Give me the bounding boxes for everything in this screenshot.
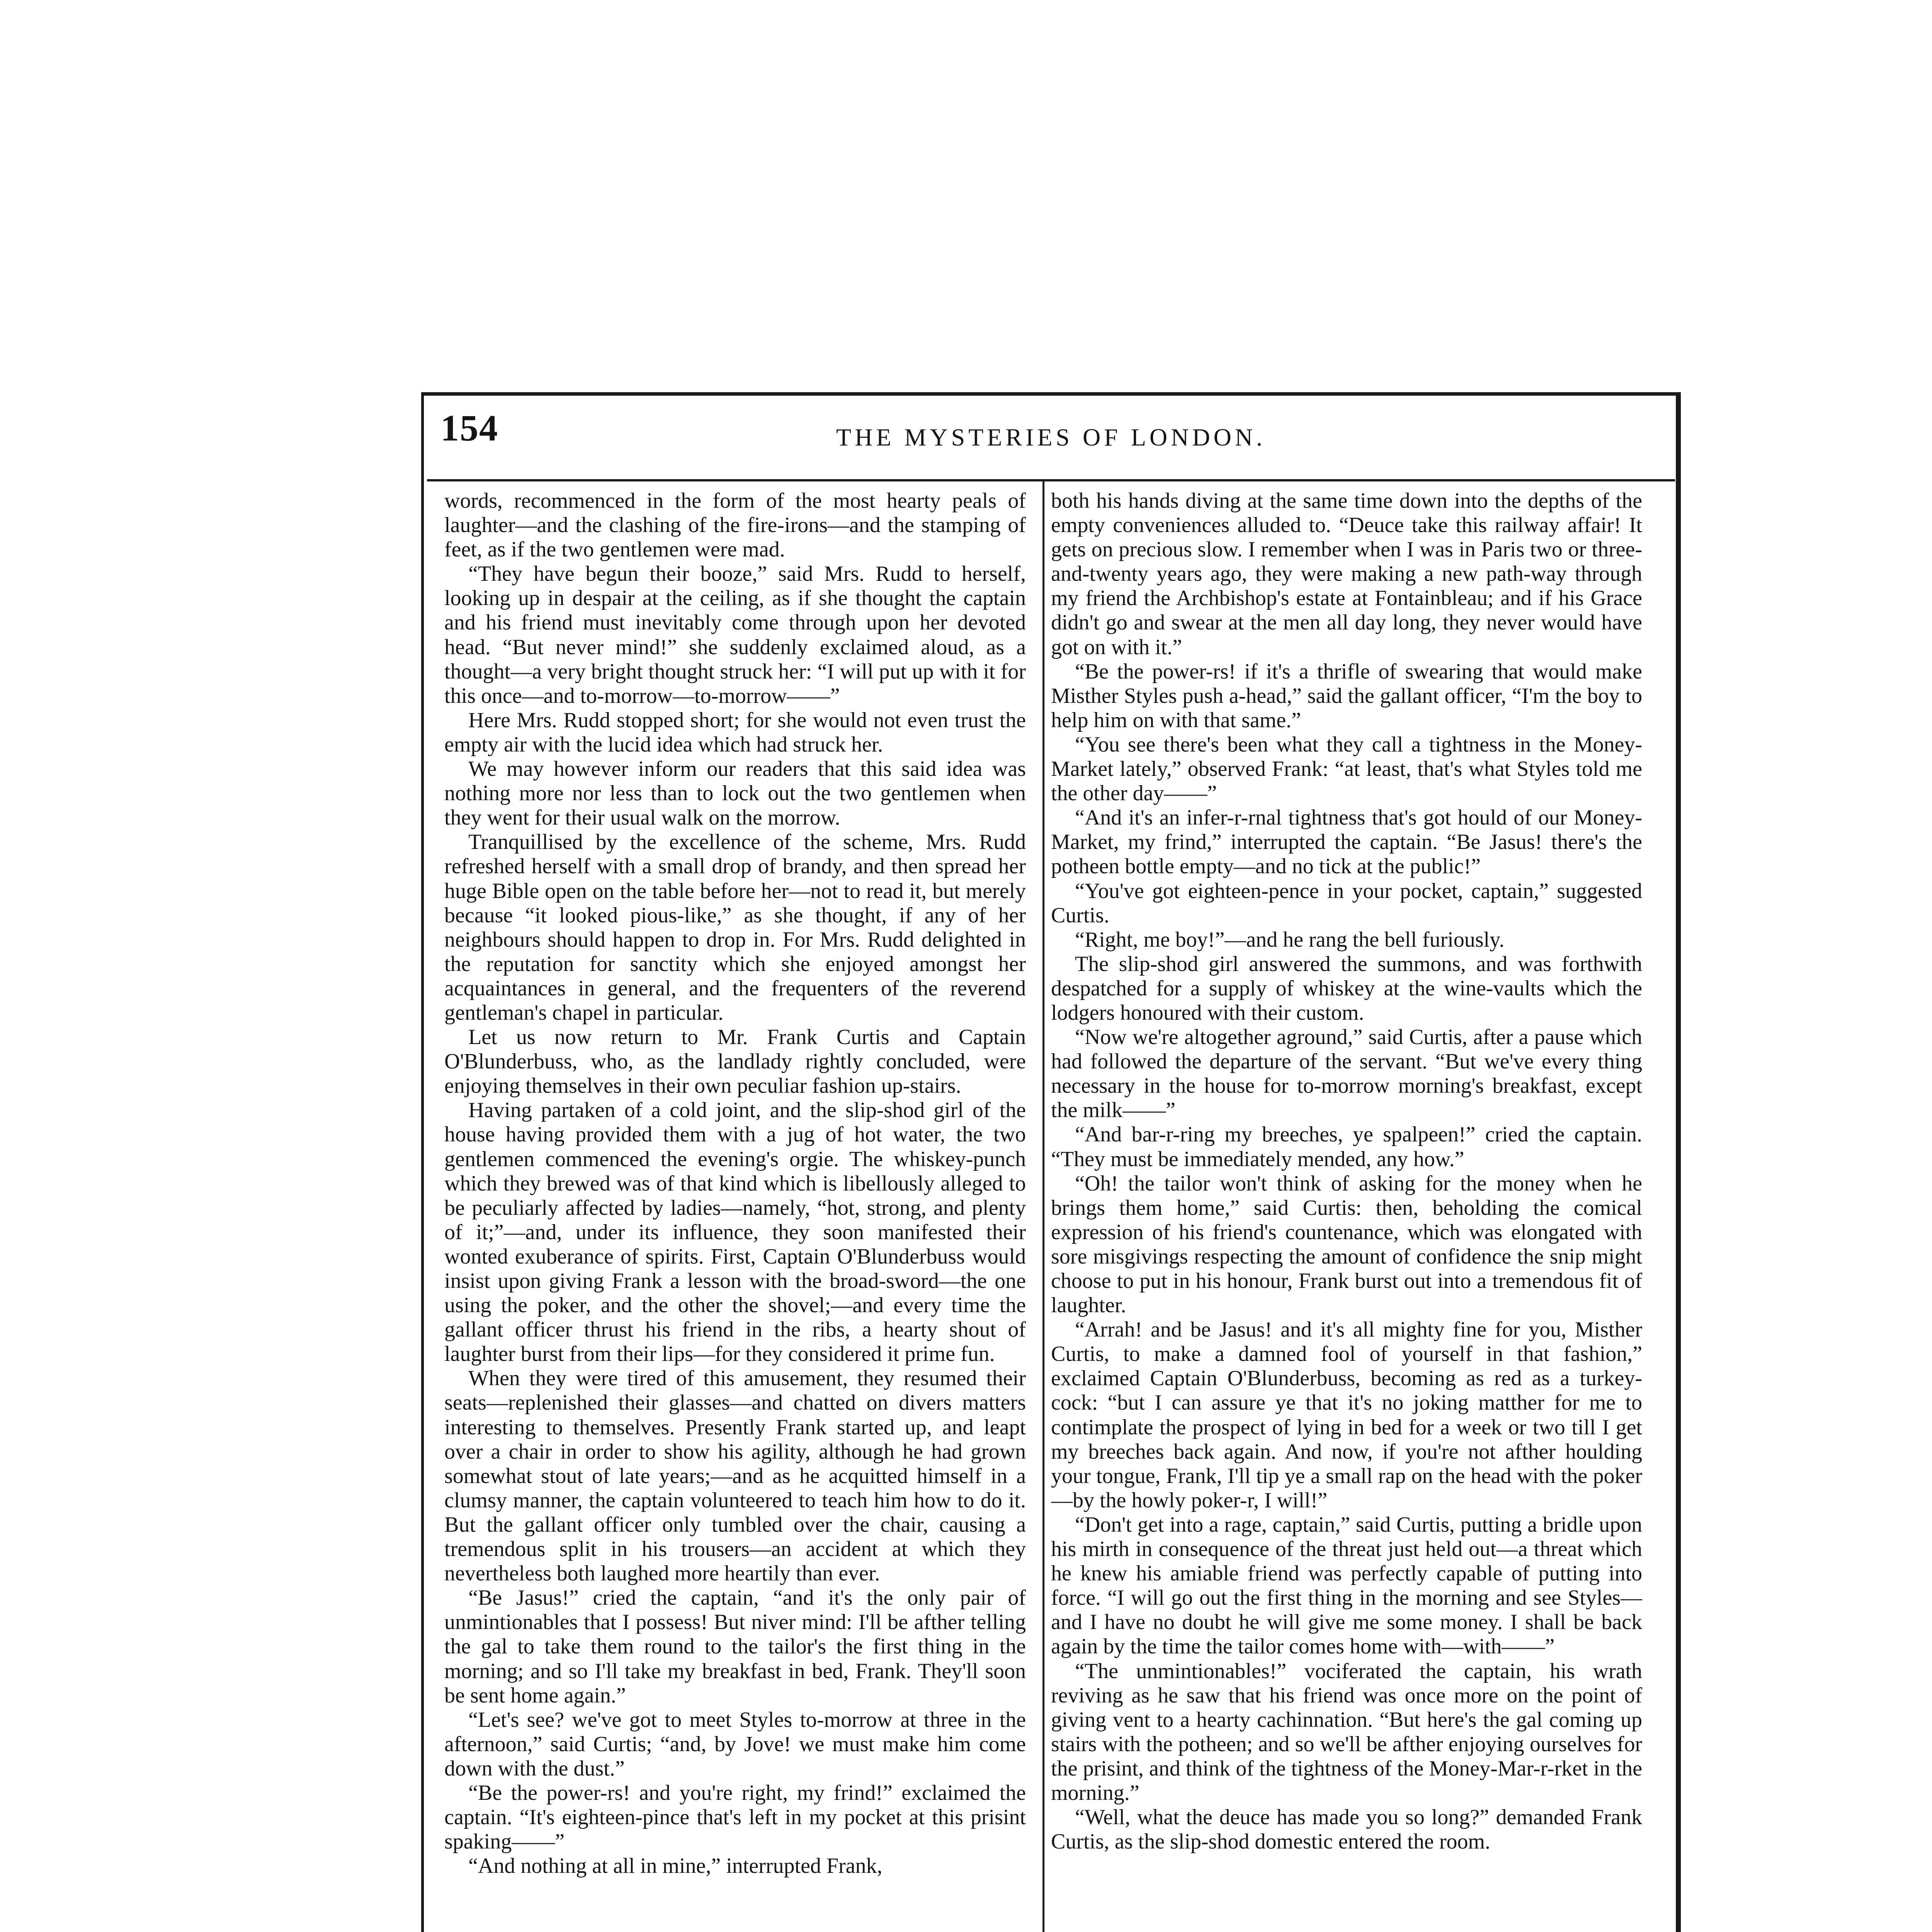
paragraph: “And nothing at all in mine,” interrupted Frank, bbox=[468, 1854, 883, 1878]
page-number: 154 bbox=[440, 407, 498, 449]
running-head: THE MYSTERIES OF LONDON. bbox=[836, 423, 1266, 451]
paragraph: “You've got eighteen-pence in your pocket, captain,” suggested Curtis. bbox=[1051, 879, 1642, 927]
paragraph: We may however inform our readers that this said idea was nothing more nor less than to lock out the two gentlemen when they went for their usual walk on the morrow. bbox=[444, 757, 1026, 830]
paragraph: “Well, what the deuce has made you so long?” demanded Frank Curtis, as the slip-shod domestic entered the room. bbox=[1051, 1805, 1642, 1854]
paragraph: “And bar-r-ring my breeches, ye spalpeen!” cried the captain. “They must be immediately mended, any how.” bbox=[1051, 1122, 1642, 1171]
paragraph: Here Mrs. Rudd stopped short; for she would not even trust the empty air with the lucid idea which had struck her. bbox=[444, 708, 1026, 757]
paragraph: Tranquillised by the excellence of the scheme, Mrs. Rudd refreshed herself with a small drop of brandy, and then spread her huge Bible open on the table before her—not to read it, but merely because “it looked pious-like,” as she thought, if any of her neighbours should happen to drop in. For Mrs. Rudd delighted in the reputation for sanctity which she enjoyed amongst her acquaintances in general, and the frequenters of the reverend gentleman's chapel in particular. bbox=[444, 830, 1026, 1025]
paragraph: “Be the power-rs! and you're right, my frind!” exclaimed the captain. “It's eighteen-pince that's left in my pocket at this prisint spaking——” bbox=[444, 1781, 1026, 1854]
paragraph: Let us now return to Mr. Frank Curtis and Captain O'Blunderbuss, who, as the landlady rightly concluded, were enjoying themselves in their own peculiar fashion up-stairs. bbox=[444, 1025, 1026, 1098]
paragraph: Having partaken of a cold joint, and the slip-shod girl of the house having provided them with a jug of hot water, the two gentlemen commenced the evening's orgie. The whiskey-punch which they brewed was of that kind which is libellously alleged to be peculiarly affected by ladies—namely, “hot, strong, and plenty of it;”—and, under its influence, they soon manifested their wonted exuberance of spirits. First, Captain O'Blunderbuss would insist upon giving Frank a lesson with the broad-sword—the one using the poker, and the other the shovel;—and every time the gallant officer thrust his friend in the ribs, a hearty shout of laughter burst from their lips—for they considered it prime fun. bbox=[444, 1098, 1026, 1366]
paragraph: When they were tired of this amusement, they resumed their seats—replenished their glasses—and chatted on divers matters interesting to themselves. Presently Frank started up, and leapt over a chair in order to show his agility, although he had grown somewhat stout of late years;—and as he acquitted himself in a clumsy manner, the captain volunteered to teach him how to do it. But the gallant officer only tumbled over the chair, causing a tremendous split in his trousers—an accident at which they nevertheless both laughed more heartily than ever. bbox=[444, 1366, 1026, 1586]
paragraph: “And it's an infer-r-rnal tightness that's got hould of our Money-Market, my frind,” interrupted the captain. “Be Jasus! there's the potheen bottle empty—and no tick at the public!” bbox=[1051, 806, 1642, 879]
paragraph: “Be Jasus!” cried the captain, “and it's the only pair of unmintionables that I possess! But niver mind: I'll be afther telling the gal to take them round to the tailor's the first thing in the morning; and so I'll take my breakfast in bed, Frank. They'll soon be sent home again.” bbox=[444, 1586, 1026, 1708]
paragraph: “Be the power-rs! if it's a thrifle of swearing that would make Misther Styles push a-head,” said the gallant officer, “I'm the boy to help him on with that same.” bbox=[1051, 659, 1642, 732]
paragraph: “Oh! the tailor won't think of asking for the money when he brings them home,” said Curtis: then, beholding the comical expression of his friend's countenance, which was elongated with sore misgivings respecting the amount of confidence the snip might choose to put in his honour, Frank burst out into a tremendous fit of laughter. bbox=[1051, 1171, 1642, 1318]
paragraph: The slip-shod girl answered the summons, and was forthwith despatched for a supply of whiskey at the wine-vaults which the lodgers honoured with their custom. bbox=[1051, 952, 1642, 1025]
paragraph: “You see there's been what they call a tightness in the Money-Market lately,” observed Frank: “at least, that's what Styles told me the other day——” bbox=[1051, 732, 1642, 806]
paragraph: “Don't get into a rage, captain,” said Curtis, putting a bridle upon his mirth in consequence of the threat just held out—a threat which he knew his amiable friend was perfectly capable of putting into force. “I will go out the first thing in the morning and see Styles—and I have no doubt he will give me some money. I shall be back again by the time the tailor comes home with—with——” bbox=[1051, 1512, 1642, 1659]
left-column bbox=[444, 489, 1026, 1932]
paragraph: words, recommenced in the form of the most hearty peals of laughter—and the clashing of the fire-irons—and the stamping of feet, as if the two gentlemen were mad. bbox=[444, 489, 1026, 562]
header-rule bbox=[427, 479, 1675, 481]
paragraph: “The unmintionables!” vociferated the captain, his wrath reviving as he saw that his friend was once more on the point of giving vent to a hearty cachinnation. “But here's the gal coming up stairs with the potheen; and so we'll be afther enjoying ourselves for the prisint, and think of the tightness of the Money-Mar-r-rket in the morning.” bbox=[1051, 1659, 1642, 1805]
paragraph: both his hands diving at the same time down into the depths of the empty conveniences alluded to. “Deuce take this railway affair! It gets on precious slow. I remember when I was in Paris two or three-and-twenty years ago, they were making a new path-way through my friend the Archbishop's estate at Fontainbleau; and if his Grace didn't go and swear at the men all day long, they never would have got on with it.” bbox=[1051, 489, 1642, 659]
paragraph: “Now we're altogether aground,” said Curtis, after a pause which had followed the departure of the servant. “But we've every thing necessary in the house for to-morrow morning's breakfast, except the milk——” bbox=[1051, 1025, 1642, 1122]
paragraph: “Arrah! and be Jasus! and it's all mighty fine for you, Misther Curtis, to make a damned fool of yourself in that fashion,” exclaimed Captain O'Blunderbuss, becoming as red as a turkey-cock: “but I can assure ye that it's no joking matther for me to contimplate the prospect of lying in bed for a week or two till I get my breeches back again. And now, if you're not afther houlding your tongue, Frank, I'll tip ye a small rap on the head with the poker—by the howly poker-r, I will!” bbox=[1051, 1318, 1642, 1512]
paragraph: “Let's see? we've got to meet Styles to-morrow at three in the afternoon,” said Curtis; “and, by Jove! we must make him come down with the dust.” bbox=[444, 1708, 1026, 1781]
column-divider bbox=[1043, 479, 1044, 1932]
paragraph: “Right, me boy!”—and he rang the bell furiously. bbox=[1075, 927, 1505, 952]
paragraph: “They have begun their booze,” said Mrs. Rudd to herself, looking up in despair at the ceiling, as if she thought the captain and his friend must inevitably come through upon her devoted head. “But never mind!” she suddenly exclaimed aloud, as a thought—a very bright thought struck her: “I will put up with it for this once—and to-morrow—to-morrow——” bbox=[444, 562, 1026, 708]
right-column bbox=[1051, 489, 1642, 1932]
